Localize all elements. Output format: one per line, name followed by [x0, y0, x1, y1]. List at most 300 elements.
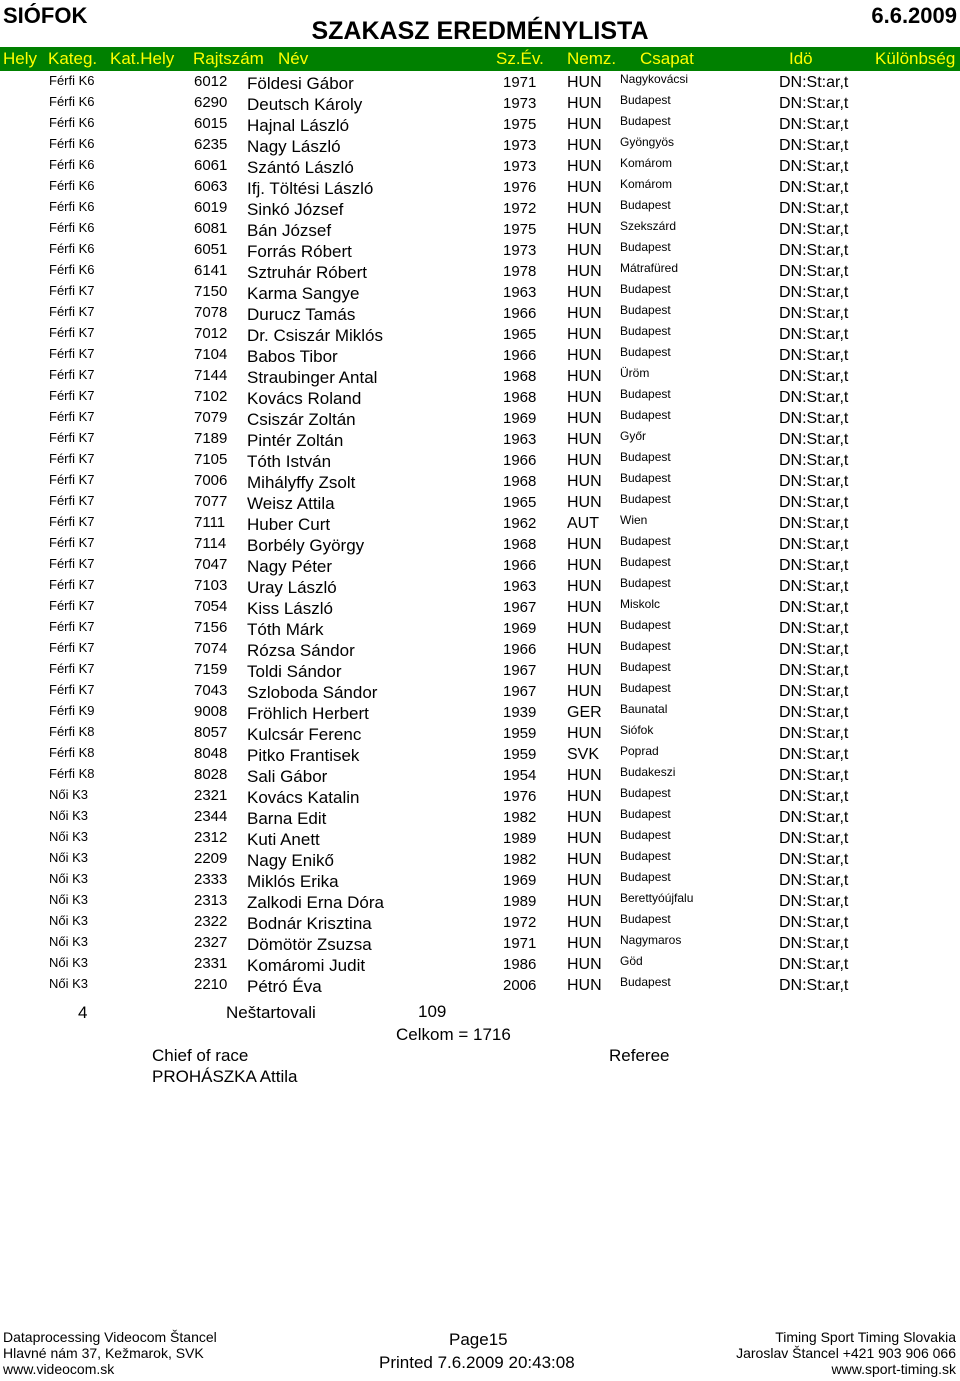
birth-year-cell: 1939 — [503, 704, 537, 721]
name-cell: Borbély György — [247, 536, 365, 555]
start-number-cell: 6081 — [194, 220, 228, 237]
dns-count: 4 — [78, 1003, 88, 1022]
start-number-cell: 2344 — [194, 808, 228, 825]
club-cell: Budapest — [620, 912, 671, 926]
category-cell: Férfi K7 — [49, 577, 95, 592]
name-cell: Karma Sangye — [247, 284, 360, 303]
category-cell: Férfi K7 — [49, 430, 95, 445]
name-cell: Kuti Anett — [247, 830, 320, 849]
table-row — [0, 155, 960, 176]
name-cell: Nagy Péter — [247, 557, 333, 576]
start-number-cell: 7111 — [194, 514, 226, 531]
col-kathely: Kat.Hely — [110, 49, 175, 68]
club-cell: Budapest — [620, 807, 671, 821]
nationality-cell: HUN — [567, 494, 602, 511]
col-nev: Név — [278, 49, 309, 68]
birth-year-cell: 1967 — [503, 662, 537, 679]
start-number-cell: 7105 — [194, 451, 228, 468]
name-cell: Pintér Zoltán — [247, 431, 344, 450]
table-row — [0, 953, 960, 974]
start-number-cell: 7074 — [194, 640, 228, 657]
name-cell: Mihályffy Zsolt — [247, 473, 356, 492]
col-ido: Idö — [789, 49, 813, 68]
nationality-cell: HUN — [567, 977, 602, 994]
table-row — [0, 512, 960, 533]
table-row — [0, 911, 960, 932]
nationality-cell: HUN — [567, 767, 602, 784]
category-cell: Női K3 — [49, 808, 89, 823]
table-row — [0, 806, 960, 827]
name-cell: Tóth Márk — [247, 620, 324, 639]
table-row — [0, 785, 960, 806]
start-number-cell: 7079 — [194, 409, 228, 426]
name-cell: Forrás Róbert — [247, 242, 352, 261]
category-cell: Női K3 — [49, 913, 89, 928]
start-number-cell: 7150 — [194, 283, 228, 300]
name-cell: Szloboda Sándor — [247, 683, 378, 702]
start-number-cell: 7054 — [194, 598, 228, 615]
category-cell: Férfi K6 — [49, 178, 95, 193]
start-number-cell: 6141 — [194, 262, 228, 279]
table-row — [0, 932, 960, 953]
time-cell: DN:St:ar,t — [779, 326, 849, 343]
club-cell: Győr — [620, 429, 647, 443]
start-number-cell: 2210 — [194, 976, 228, 993]
nationality-cell: HUN — [567, 284, 602, 301]
time-cell: DN:St:ar,t — [779, 515, 849, 532]
col-szev: Sz.Év. — [496, 49, 544, 68]
nationality-cell: HUN — [567, 221, 602, 238]
time-cell: DN:St:ar,t — [779, 830, 849, 847]
time-cell: DN:St:ar,t — [779, 809, 849, 826]
club-cell: Wien — [620, 513, 648, 527]
club-cell: Budakeszi — [620, 765, 676, 779]
start-number-cell: 6012 — [194, 73, 228, 90]
club-cell: Budapest — [620, 387, 671, 401]
start-number-cell: 2331 — [194, 955, 228, 972]
time-cell: DN:St:ar,t — [779, 893, 849, 910]
name-cell: Kulcsár Ferenc — [247, 725, 362, 744]
club-cell: Budapest — [620, 408, 671, 422]
start-number-cell: 7047 — [194, 556, 228, 573]
table-row — [0, 260, 960, 281]
category-cell: Férfi K7 — [49, 451, 95, 466]
table-row — [0, 281, 960, 302]
birth-year-cell: 1975 — [503, 116, 537, 133]
club-cell: Budapest — [620, 324, 671, 338]
birth-year-cell: 1963 — [503, 284, 537, 301]
time-cell: DN:St:ar,t — [779, 200, 849, 217]
table-row — [0, 197, 960, 218]
time-cell: DN:St:ar,t — [779, 746, 849, 763]
category-cell: Férfi K9 — [49, 703, 95, 718]
name-cell: Uray László — [247, 578, 337, 597]
club-cell: Mátrafüred — [620, 261, 679, 275]
nationality-cell: HUN — [567, 662, 602, 679]
start-number-cell: 7006 — [194, 472, 228, 489]
time-cell: DN:St:ar,t — [779, 662, 849, 679]
table-row — [0, 323, 960, 344]
table-row — [0, 722, 960, 743]
start-number-cell: 7189 — [194, 430, 228, 447]
name-cell: Pitko Frantisek — [247, 746, 360, 765]
time-cell: DN:St:ar,t — [779, 767, 849, 784]
time-cell: DN:St:ar,t — [779, 851, 849, 868]
time-cell: DN:St:ar,t — [779, 578, 849, 595]
birth-year-cell: 1966 — [503, 452, 537, 469]
nationality-cell: HUN — [567, 578, 602, 595]
start-number-cell: 7114 — [194, 535, 227, 552]
category-cell: Női K3 — [49, 892, 89, 907]
club-cell: Budapest — [620, 114, 671, 128]
birth-year-cell: 1971 — [503, 935, 537, 952]
category-cell: Férfi K7 — [49, 346, 95, 361]
start-number-cell: 6061 — [194, 157, 228, 174]
birth-year-cell: 1962 — [503, 515, 537, 532]
start-number-cell: 9008 — [194, 703, 228, 720]
table-row — [0, 218, 960, 239]
birth-year-cell: 1976 — [503, 179, 537, 196]
start-number-cell: 7012 — [194, 325, 228, 342]
category-cell: Férfi K7 — [49, 493, 95, 508]
chief-label: Chief of race — [152, 1046, 249, 1065]
table-row — [0, 386, 960, 407]
start-number-cell: 2333 — [194, 871, 228, 888]
start-number-cell: 7102 — [194, 388, 228, 405]
table-row — [0, 659, 960, 680]
time-cell: DN:St:ar,t — [779, 389, 849, 406]
nationality-cell: HUN — [567, 410, 602, 427]
category-cell: Férfi K7 — [49, 472, 95, 487]
time-cell: DN:St:ar,t — [779, 977, 849, 994]
table-row — [0, 701, 960, 722]
start-number-cell: 8028 — [194, 766, 228, 783]
nationality-cell: HUN — [567, 893, 602, 910]
time-cell: DN:St:ar,t — [779, 284, 849, 301]
table-row — [0, 869, 960, 890]
club-cell: Komárom — [620, 156, 673, 170]
col-rajtszam: Rajtszám — [193, 49, 264, 68]
col-hely: Hely — [3, 49, 38, 68]
category-cell: Férfi K7 — [49, 682, 95, 697]
birth-year-cell: 1969 — [503, 620, 537, 637]
name-cell: Sztruhár Róbert — [247, 263, 367, 282]
finished-count: 109 — [418, 1002, 447, 1021]
club-cell: Szekszárd — [620, 219, 677, 233]
footer-contact: Jaroslav Štancel +421 903 906 066 — [736, 1345, 956, 1361]
name-cell: Kiss László — [247, 599, 333, 618]
category-cell: Férfi K7 — [49, 661, 95, 676]
club-cell: Budapest — [620, 849, 671, 863]
birth-year-cell: 1969 — [503, 410, 537, 427]
table-row — [0, 491, 960, 512]
nationality-cell: HUN — [567, 599, 602, 616]
time-cell: DN:St:ar,t — [779, 74, 849, 91]
birth-year-cell: 1986 — [503, 956, 537, 973]
time-cell: DN:St:ar,t — [779, 431, 849, 448]
club-cell: Budapest — [620, 198, 671, 212]
nationality-cell: HUN — [567, 263, 602, 280]
category-cell: Férfi K8 — [49, 766, 95, 781]
time-cell: DN:St:ar,t — [779, 347, 849, 364]
table-row — [0, 554, 960, 575]
club-cell: Budapest — [620, 555, 671, 569]
table-row — [0, 764, 960, 785]
nationality-cell: HUN — [567, 956, 602, 973]
name-cell: Tóth István — [247, 452, 332, 471]
birth-year-cell: 1972 — [503, 200, 537, 217]
nationality-cell: HUN — [567, 830, 602, 847]
time-cell: DN:St:ar,t — [779, 872, 849, 889]
nationality-cell: HUN — [567, 725, 602, 742]
club-cell: Budapest — [620, 450, 671, 464]
name-cell: Csiszár Zoltán — [247, 410, 356, 429]
footer-timing-company: Timing Sport Timing Slovakia — [775, 1329, 956, 1345]
table-row — [0, 470, 960, 491]
event-city: SIÓFOK — [3, 3, 88, 28]
start-number-cell: 7078 — [194, 304, 228, 321]
start-number-cell: 7043 — [194, 682, 228, 699]
category-cell: Férfi K7 — [49, 514, 95, 529]
start-number-cell: 7104 — [194, 346, 228, 363]
name-cell: Rózsa Sándor — [247, 641, 355, 660]
time-cell: DN:St:ar,t — [779, 557, 849, 574]
name-cell: Babos Tibor — [247, 347, 338, 366]
category-cell: Női K3 — [49, 850, 89, 865]
start-number-cell: 2321 — [194, 787, 228, 804]
club-cell: Budapest — [620, 681, 671, 695]
club-cell: Budapest — [620, 93, 671, 107]
col-kulonbseg: Különbség — [875, 49, 956, 68]
table-row — [0, 407, 960, 428]
birth-year-cell: 1971 — [503, 74, 537, 91]
start-number-cell: 7103 — [194, 577, 228, 594]
category-cell: Férfi K7 — [49, 409, 95, 424]
category-cell: Férfi K6 — [49, 262, 95, 277]
time-cell: DN:St:ar,t — [779, 158, 849, 175]
event-date: 6.6.2009 — [871, 3, 957, 28]
start-number-cell: 7159 — [194, 661, 228, 678]
time-cell: DN:St:ar,t — [779, 95, 849, 112]
nationality-cell: SVK — [567, 746, 600, 763]
name-cell: Durucz Tamás — [247, 305, 356, 324]
birth-year-cell: 1966 — [503, 347, 537, 364]
name-cell: Miklós Erika — [247, 872, 339, 891]
birth-year-cell: 1976 — [503, 788, 537, 805]
table-row — [0, 239, 960, 260]
table-row — [0, 638, 960, 659]
category-cell: Férfi K7 — [49, 535, 95, 550]
table-row — [0, 575, 960, 596]
time-cell: DN:St:ar,t — [779, 368, 849, 385]
nationality-cell: HUN — [567, 851, 602, 868]
table-row — [0, 533, 960, 554]
nationality-cell: HUN — [567, 347, 602, 364]
birth-year-cell: 1969 — [503, 872, 537, 889]
nationality-cell: HUN — [567, 557, 602, 574]
table-row — [0, 743, 960, 764]
birth-year-cell: 1968 — [503, 536, 537, 553]
time-cell: DN:St:ar,t — [779, 914, 849, 931]
club-cell: Nagymaros — [620, 933, 682, 947]
time-cell: DN:St:ar,t — [779, 179, 849, 196]
nationality-cell: HUN — [567, 242, 602, 259]
time-cell: DN:St:ar,t — [779, 410, 849, 427]
club-cell: Budapest — [620, 576, 671, 590]
table-row — [0, 113, 960, 134]
nationality-cell: HUN — [567, 326, 602, 343]
time-cell: DN:St:ar,t — [779, 935, 849, 952]
name-cell: Pétró Éva — [247, 977, 322, 996]
col-kateg: Kateg. — [48, 49, 98, 68]
category-cell: Férfi K7 — [49, 325, 95, 340]
birth-year-cell: 1973 — [503, 137, 537, 154]
start-number-cell: 2209 — [194, 850, 228, 867]
start-number-cell: 7156 — [194, 619, 228, 636]
nationality-cell: HUN — [567, 620, 602, 637]
start-number-cell: 8048 — [194, 745, 228, 762]
category-cell: Női K3 — [49, 934, 89, 949]
name-cell: Toldi Sándor — [247, 662, 342, 681]
birth-year-cell: 1965 — [503, 494, 537, 511]
category-cell: Férfi K7 — [49, 304, 95, 319]
category-cell: Férfi K7 — [49, 556, 95, 571]
time-cell: DN:St:ar,t — [779, 137, 849, 154]
club-cell: Budapest — [620, 282, 671, 296]
start-number-cell: 8057 — [194, 724, 228, 741]
results-table — [0, 71, 960, 995]
table-row — [0, 71, 960, 92]
start-number-cell: 6051 — [194, 241, 228, 258]
club-cell: Gyöngyös — [620, 135, 675, 149]
footer-company: Dataprocessing Videocom Štancel — [3, 1329, 217, 1345]
start-number-cell: 2327 — [194, 934, 228, 951]
time-cell: DN:St:ar,t — [779, 242, 849, 259]
start-number-cell: 2313 — [194, 892, 228, 909]
referee-label: Referee — [609, 1046, 670, 1065]
birth-year-cell: 2006 — [503, 977, 537, 994]
table-row — [0, 302, 960, 323]
nationality-cell: AUT — [567, 515, 599, 532]
nationality-cell: HUN — [567, 872, 602, 889]
club-cell: Göd — [620, 954, 643, 968]
name-cell: Kovács Roland — [247, 389, 362, 408]
nationality-cell: HUN — [567, 473, 602, 490]
name-cell: Nagy László — [247, 137, 341, 156]
page-title: SZAKASZ EREDMÉNYLISTA — [311, 17, 649, 45]
footer-website[interactable]: www.videocom.sk — [3, 1361, 115, 1377]
birth-year-cell: 1973 — [503, 95, 537, 112]
footer-timing-website[interactable]: www.sport-timing.sk — [831, 1361, 956, 1377]
nationality-cell: HUN — [567, 431, 602, 448]
club-cell: Budapest — [620, 660, 671, 674]
category-cell: Férfi K7 — [49, 619, 95, 634]
club-cell: Budapest — [620, 828, 671, 842]
start-number-cell: 6063 — [194, 178, 228, 195]
nationality-cell: HUN — [567, 305, 602, 322]
time-cell: DN:St:ar,t — [779, 641, 849, 658]
name-cell: Szántó László — [247, 158, 354, 177]
start-number-cell: 7077 — [194, 493, 228, 510]
nationality-cell: HUN — [567, 641, 602, 658]
start-number-cell: 2312 — [194, 829, 228, 846]
nationality-cell: GER — [567, 704, 602, 721]
category-cell: Női K3 — [49, 829, 89, 844]
page-number: Page15 — [449, 1330, 508, 1349]
time-cell: DN:St:ar,t — [779, 725, 849, 742]
name-cell: Deutsch Károly — [247, 95, 363, 114]
birth-year-cell: 1963 — [503, 578, 537, 595]
time-cell: DN:St:ar,t — [779, 788, 849, 805]
club-cell: Miskolc — [620, 597, 661, 611]
time-cell: DN:St:ar,t — [779, 263, 849, 280]
time-cell: DN:St:ar,t — [779, 452, 849, 469]
table-row — [0, 134, 960, 155]
club-cell: Budapest — [620, 303, 671, 317]
nationality-cell: HUN — [567, 137, 602, 154]
birth-year-cell: 1968 — [503, 389, 537, 406]
birth-year-cell: 1959 — [503, 725, 537, 742]
name-cell: Barna Edit — [247, 809, 327, 828]
category-cell: Női K3 — [49, 871, 89, 886]
club-cell: Budapest — [620, 534, 671, 548]
name-cell: Weisz Attila — [247, 494, 335, 513]
name-cell: Dr. Csiszár Miklós — [247, 326, 384, 345]
time-cell: DN:St:ar,t — [779, 494, 849, 511]
birth-year-cell: 1963 — [503, 431, 537, 448]
birth-year-cell: 1968 — [503, 368, 537, 385]
birth-year-cell: 1966 — [503, 305, 537, 322]
table-row — [0, 428, 960, 449]
name-cell: Zalkodi Erna Dóra — [247, 893, 385, 912]
category-cell: Férfi K6 — [49, 136, 95, 151]
start-number-cell: 6015 — [194, 115, 228, 132]
club-cell: Budapest — [620, 786, 671, 800]
birth-year-cell: 1966 — [503, 641, 537, 658]
table-row — [0, 680, 960, 701]
birth-year-cell: 1978 — [503, 263, 537, 280]
col-csapat: Csapat — [640, 49, 694, 68]
nationality-cell: HUN — [567, 116, 602, 133]
table-row — [0, 596, 960, 617]
chief-name: PROHÁSZKA Attila — [152, 1067, 298, 1086]
time-cell: DN:St:ar,t — [779, 305, 849, 322]
birth-year-cell: 1989 — [503, 830, 537, 847]
time-cell: DN:St:ar,t — [779, 536, 849, 553]
category-cell: Férfi K6 — [49, 241, 95, 256]
nationality-cell: HUN — [567, 935, 602, 952]
table-row — [0, 827, 960, 848]
category-cell: Férfi K7 — [49, 640, 95, 655]
name-cell: Bán József — [247, 221, 332, 240]
dns-label: Neštartovali — [226, 1003, 316, 1022]
club-cell: Nagykovácsi — [620, 72, 689, 86]
time-cell: DN:St:ar,t — [779, 599, 849, 616]
start-number-cell: 6019 — [194, 199, 228, 216]
club-cell: Budapest — [620, 975, 671, 989]
nationality-cell: HUN — [567, 452, 602, 469]
category-cell: Férfi K7 — [49, 388, 95, 403]
club-cell: Budapest — [620, 492, 671, 506]
birth-year-cell: 1954 — [503, 767, 537, 784]
club-cell: Budapest — [620, 345, 671, 359]
table-row — [0, 365, 960, 386]
time-cell: DN:St:ar,t — [779, 473, 849, 490]
club-cell: Baunatal — [620, 702, 668, 716]
name-cell: Sali Gábor — [247, 767, 328, 786]
category-cell: Férfi K7 — [49, 367, 95, 382]
category-cell: Férfi K8 — [49, 724, 95, 739]
